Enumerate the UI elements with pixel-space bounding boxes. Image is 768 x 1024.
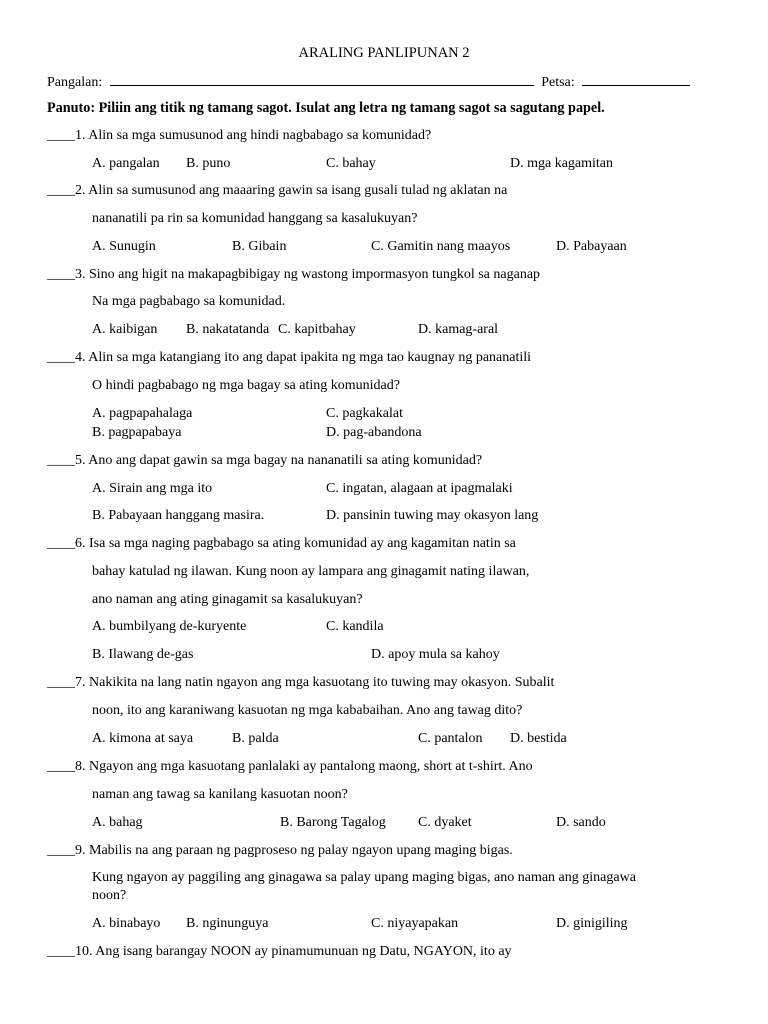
choice-d: D. pag-abandona xyxy=(326,425,422,440)
question-text: 2. Alin sa sumusunod ang maaaring gawin sa isang gusali tulad ng aklatan na xyxy=(75,183,508,198)
question-text: 5. Ano ang dapat gawin sa mga bagay na nananatili sa ating komunidad? xyxy=(75,453,483,468)
question-text: 6. Isa sa mga naging pagbabago sa ating komunidad ay ang kagamitan natin sa xyxy=(75,536,516,551)
choice-a: A. kaibigan xyxy=(92,322,158,337)
answer-blank[interactable]: ____ xyxy=(47,536,75,551)
choice-c: C. dyaket xyxy=(418,815,472,830)
name-label: Pangalan: xyxy=(47,75,103,90)
choice-c: C. ingatan, alagaan at ipagmalaki xyxy=(326,481,513,496)
answer-blank[interactable]: ____ xyxy=(47,453,75,468)
choice-c: C. Gamitin nang maayos xyxy=(371,239,511,254)
answer-blank[interactable]: ____ xyxy=(47,944,75,959)
choice-a: A. Sunugin xyxy=(92,239,156,254)
header-row xyxy=(47,71,690,92)
question-text-cont: naman ang tawag sa kanilang kasuotan noon? xyxy=(92,787,348,802)
choice-d: D. mga kagamitan xyxy=(510,156,614,171)
choice-c: C. pantalon xyxy=(418,731,483,746)
choice-c: C. bahay xyxy=(326,156,376,171)
choice-c: C. pagkakalat xyxy=(326,406,403,421)
question-text: 3. Sino ang higit na makapagbibigay ng wastong impormasyon tungkol sa naganap xyxy=(75,267,541,282)
question-text-cont: noon? xyxy=(92,888,127,903)
choice-b: B. pagpapabaya xyxy=(92,425,182,440)
answer-blank[interactable]: ____ xyxy=(47,759,75,774)
name-field[interactable] xyxy=(110,71,534,86)
choice-d: D. apoy mula sa kahoy xyxy=(371,647,500,662)
choice-a: A. kimona at saya xyxy=(92,731,194,746)
choice-b: B. puno xyxy=(186,156,231,171)
answer-blank[interactable]: ____ xyxy=(47,843,75,858)
choice-b: B. nakatatanda xyxy=(186,322,270,337)
page-title: ARALING PANLIPUNAN 2 xyxy=(298,45,470,61)
choice-a: A. binabayo xyxy=(92,916,161,931)
answer-blank[interactable]: ____ xyxy=(47,267,75,282)
choice-d: D. pansinin tuwing may okasyon lang xyxy=(326,508,539,523)
question-text: 10. Ang isang barangay NOON ay pinamumunuan ng Datu, NGAYON, ito ay xyxy=(75,944,512,959)
question-text: 9. Mabilis na ang paraan ng pagproseso ng palay ngayon upang maging bigas. xyxy=(75,843,513,858)
choice-c: C. kandila xyxy=(326,619,384,634)
choice-a: A. Sirain ang mga ito xyxy=(92,481,213,496)
choice-a: A. bumbilyang de-kuryente xyxy=(92,619,247,634)
choice-b: B. Gibain xyxy=(232,239,287,254)
question-text-cont: Na mga pagbabago sa komunidad. xyxy=(92,294,286,309)
question-text: 8. Ngayon ang mga kasuotang panlalaki ay pantalong maong, short at t-shirt. Ano xyxy=(75,759,533,774)
choice-d: D. bestida xyxy=(510,731,567,746)
choice-b: B. Pabayaan hanggang masira. xyxy=(92,508,265,523)
choice-d: D. Pabayaan xyxy=(556,239,627,254)
choice-b: B. nginunguya xyxy=(186,916,269,931)
choice-c: C. niyayapakan xyxy=(371,916,459,931)
choice-a: A. pangalan xyxy=(92,156,160,171)
question-text-cont: bahay katulad ng ilawan. Kung noon ay lampara ang ginagamit nating ilawan, xyxy=(92,564,530,579)
choice-d: D. kamag-aral xyxy=(418,322,499,337)
question-text-cont: nananatili pa rin sa komunidad hanggang sa kasalukuyan? xyxy=(92,211,418,226)
choice-d: D. ginigiling xyxy=(556,916,628,931)
answer-blank[interactable]: ____ xyxy=(47,675,75,690)
question-text-cont: Kung ngayon ay paggiling ang ginagawa sa palay upang maging bigas, ano naman ang ginagawa xyxy=(92,870,636,885)
choice-b: B. palda xyxy=(232,731,279,746)
choice-b: B. Barong Tagalog xyxy=(280,815,386,830)
question-text: 1. Alin sa mga sumusunod ang hindi nagbabago sa komunidad? xyxy=(75,128,432,143)
question-text-cont: O hindi pagbabago ng mga bagay sa ating komunidad? xyxy=(92,378,400,393)
question-text-cont: noon, ito ang karaniwang kasuotan ng mga kababaihan. Ano ang tawag dito? xyxy=(92,703,523,718)
date-field[interactable] xyxy=(582,71,690,86)
question-text: 4. Alin sa mga katangiang ito ang dapat ipakita ng mga tao kaugnay ng pananatili xyxy=(75,350,532,365)
choice-a: A. bahag xyxy=(92,815,143,830)
answer-blank[interactable]: ____ xyxy=(47,128,75,143)
answer-blank[interactable]: ____ xyxy=(47,183,75,198)
instructions: Panuto: Piliin ang titik ng tamang sagot. Isulat ang letra ng tamang sagot sa sagutang papel. xyxy=(47,100,605,116)
choice-a: A. pagpapahalaga xyxy=(92,406,193,421)
date-label: Petsa: xyxy=(541,75,575,90)
question-text-cont: ano naman ang ating ginagamit sa kasalukuyan? xyxy=(92,592,363,607)
choice-b: B. Ilawang de-gas xyxy=(92,647,194,662)
choice-d: D. sando xyxy=(556,815,606,830)
answer-blank[interactable]: ____ xyxy=(47,350,75,365)
question-text: 7. Nakikita na lang natin ngayon ang mga kasuotang ito tuwing may okasyon. Subalit xyxy=(75,675,555,690)
choice-c: C. kapitbahay xyxy=(278,322,356,337)
